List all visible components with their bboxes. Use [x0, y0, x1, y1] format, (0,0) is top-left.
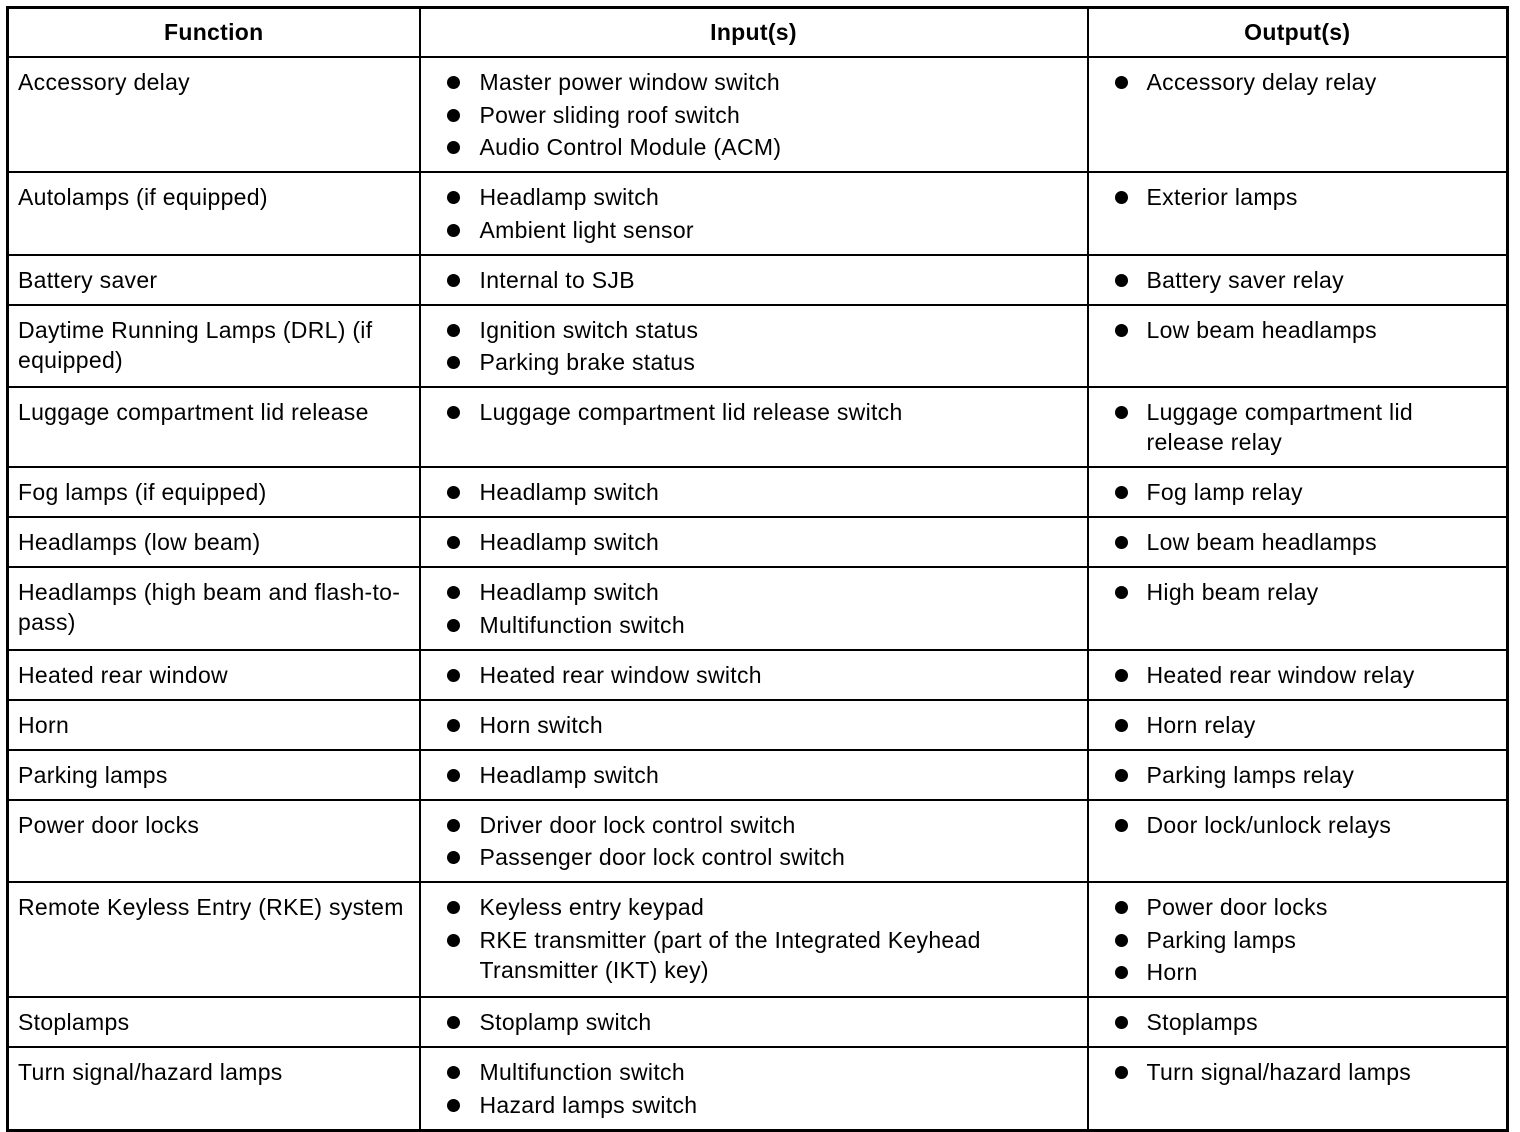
outputs-list — [1089, 660, 1497, 690]
bullet-icon — [1115, 769, 1128, 782]
bullet-icon — [1115, 1016, 1128, 1029]
outputs-list — [1089, 527, 1497, 557]
bullet-icon — [1115, 819, 1128, 832]
table-row — [8, 750, 1508, 800]
input-item-label: Master power window switch — [479, 69, 781, 95]
input-item — [421, 397, 1077, 427]
output-item-label: Fog lamp relay — [1146, 479, 1303, 505]
output-item-label: Door lock/unlock relays — [1146, 811, 1392, 838]
table-row — [8, 387, 1508, 467]
outputs-list — [1089, 760, 1497, 790]
function-cell: Stoplamps — [8, 997, 420, 1047]
inputs-list — [421, 67, 1077, 162]
inputs-cell — [420, 700, 1088, 750]
output-item — [1089, 810, 1497, 840]
outputs-list — [1089, 67, 1497, 97]
output-item — [1089, 1057, 1497, 1087]
output-item-label: Accessory delay relay — [1146, 69, 1377, 95]
inputs-list — [421, 315, 1077, 378]
bullet-icon — [447, 1066, 460, 1079]
bullet-icon — [1115, 536, 1128, 549]
input-item — [421, 710, 1077, 740]
input-item — [421, 265, 1077, 295]
output-item — [1089, 527, 1497, 557]
inputs-cell — [420, 387, 1088, 467]
input-item — [421, 100, 1077, 130]
inputs-cell — [420, 57, 1088, 172]
inputs-cell — [420, 517, 1088, 567]
inputs-list — [421, 810, 1077, 873]
inputs-list — [421, 397, 1077, 427]
table-row — [8, 57, 1508, 172]
function-cell: Horn — [8, 700, 420, 750]
input-item-label: Multifunction switch — [479, 611, 685, 638]
bullet-icon — [447, 619, 460, 632]
function-cell: Luggage compartment lid release — [8, 387, 420, 467]
output-item-label: Luggage compartment lid release relay — [1146, 399, 1413, 455]
function-cell: Turn signal/hazard lamps — [8, 1047, 420, 1130]
outputs-list — [1089, 477, 1497, 507]
bullet-icon — [447, 486, 460, 499]
bullet-icon — [447, 406, 460, 419]
output-item-label: Exterior lamps — [1146, 184, 1298, 210]
output-item — [1089, 1007, 1497, 1037]
input-item — [421, 182, 1077, 212]
outputs-list — [1089, 265, 1497, 295]
bullet-icon — [1115, 191, 1128, 204]
input-item — [421, 577, 1077, 607]
table-row — [8, 800, 1508, 883]
outputs-cell — [1088, 750, 1508, 800]
input-item — [421, 1007, 1077, 1037]
header-row — [8, 8, 1508, 58]
bullet-icon — [447, 586, 460, 599]
outputs-cell — [1088, 467, 1508, 517]
outputs-list — [1089, 315, 1497, 345]
outputs-cell — [1088, 255, 1508, 305]
input-item — [421, 1090, 1077, 1120]
function-cell: Power door locks — [8, 800, 420, 883]
header-outputs: Output(s) — [1088, 8, 1508, 58]
outputs-list — [1089, 1057, 1497, 1087]
input-item-label: Multifunction switch — [479, 1059, 685, 1085]
inputs-cell — [420, 467, 1088, 517]
outputs-cell — [1088, 517, 1508, 567]
function-cell: Remote Keyless Entry (RKE) system — [8, 882, 420, 997]
input-item-label: Headlamp switch — [479, 184, 660, 210]
inputs-cell — [420, 750, 1088, 800]
bullet-icon — [447, 356, 460, 369]
bullet-icon — [447, 1099, 460, 1112]
bullet-icon — [1115, 274, 1128, 287]
output-item — [1089, 892, 1497, 922]
input-item-label: Heated rear window switch — [479, 661, 762, 688]
input-item — [421, 67, 1077, 97]
input-item-label: Stoplamp switch — [479, 1009, 652, 1035]
input-item-label: Headlamp switch — [479, 479, 660, 505]
inputs-list — [421, 477, 1077, 507]
input-item-label: Ignition switch status — [479, 316, 699, 343]
output-item — [1089, 315, 1497, 345]
bullet-icon — [447, 1016, 460, 1029]
outputs-cell — [1088, 800, 1508, 883]
bullet-icon — [1115, 1066, 1128, 1079]
bullet-icon — [447, 536, 460, 549]
input-item-label: Headlamp switch — [479, 529, 660, 555]
input-item — [421, 810, 1077, 840]
header-inputs: Input(s) — [420, 8, 1088, 58]
output-item — [1089, 710, 1497, 740]
bullet-icon — [1115, 324, 1128, 337]
input-item-label: Parking brake status — [479, 349, 696, 375]
bullet-icon — [447, 901, 460, 914]
output-item-label: Horn relay — [1146, 711, 1256, 738]
inputs-list — [421, 182, 1077, 245]
inputs-cell — [420, 1047, 1088, 1130]
table-row — [8, 882, 1508, 997]
inputs-cell — [420, 172, 1088, 255]
function-cell: Battery saver — [8, 255, 420, 305]
input-item — [421, 215, 1077, 245]
function-cell: Headlamps (low beam) — [8, 517, 420, 567]
input-item — [421, 760, 1077, 790]
bullet-icon — [447, 109, 460, 122]
inputs-cell — [420, 567, 1088, 650]
bullet-icon — [447, 851, 460, 864]
output-item-label: Parking lamps — [1146, 926, 1297, 953]
bullet-icon — [447, 719, 460, 732]
input-item — [421, 527, 1077, 557]
outputs-list — [1089, 710, 1497, 740]
inputs-list — [421, 760, 1077, 790]
output-item-label: Heated rear window relay — [1146, 661, 1415, 688]
outputs-cell — [1088, 882, 1508, 997]
header-function: Function — [8, 8, 420, 58]
bullet-icon — [447, 324, 460, 337]
input-item-label: Audio Control Module (ACM) — [479, 134, 782, 160]
output-item-label: Low beam headlamps — [1146, 529, 1377, 555]
table-row — [8, 567, 1508, 650]
outputs-cell — [1088, 1047, 1508, 1130]
input-item-label: Horn switch — [479, 711, 603, 738]
input-item-label: Driver door lock control switch — [479, 811, 796, 838]
bullet-icon — [1115, 406, 1128, 419]
output-item — [1089, 925, 1497, 955]
outputs-list — [1089, 182, 1497, 212]
input-item-label: Headlamp switch — [479, 579, 660, 605]
bullet-icon — [1115, 76, 1128, 89]
output-item — [1089, 957, 1497, 987]
function-cell: Parking lamps — [8, 750, 420, 800]
table-row — [8, 467, 1508, 517]
bullet-icon — [447, 274, 460, 287]
bullet-icon — [1115, 901, 1128, 914]
input-item-label: Internal to SJB — [479, 266, 635, 293]
input-item-label: Headlamp switch — [479, 761, 660, 788]
function-table-container — [6, 6, 1506, 1132]
table-row — [8, 700, 1508, 750]
inputs-list — [421, 527, 1077, 557]
output-item-label: Parking lamps relay — [1146, 761, 1355, 788]
bullet-icon — [447, 76, 460, 89]
outputs-cell — [1088, 997, 1508, 1047]
bullet-icon — [447, 141, 460, 154]
outputs-cell — [1088, 172, 1508, 255]
input-item-label: Passenger door lock control switch — [479, 844, 846, 870]
bullet-icon — [447, 224, 460, 237]
function-cell: Fog lamps (if equipped) — [8, 467, 420, 517]
input-item — [421, 347, 1077, 377]
function-cell: Autolamps (if equipped) — [8, 172, 420, 255]
output-item-label: Low beam headlamps — [1146, 316, 1377, 343]
output-item-label: Power door locks — [1146, 894, 1328, 920]
output-item-label: Stoplamps — [1146, 1009, 1258, 1035]
inputs-list — [421, 577, 1077, 640]
bullet-icon — [1115, 934, 1128, 947]
inputs-list — [421, 892, 1077, 985]
outputs-list — [1089, 397, 1497, 457]
outputs-list — [1089, 1007, 1497, 1037]
output-item — [1089, 660, 1497, 690]
inputs-cell — [420, 650, 1088, 700]
inputs-list — [421, 710, 1077, 740]
input-item-label: Power sliding roof switch — [479, 101, 741, 128]
inputs-list — [421, 1007, 1077, 1037]
outputs-cell — [1088, 305, 1508, 388]
output-item — [1089, 577, 1497, 607]
output-item — [1089, 477, 1497, 507]
outputs-cell — [1088, 700, 1508, 750]
bullet-icon — [447, 769, 460, 782]
function-cell: Headlamps (high beam and flash-to-pass) — [8, 567, 420, 650]
bullet-icon — [1115, 586, 1128, 599]
inputs-cell — [420, 305, 1088, 388]
outputs-cell — [1088, 387, 1508, 467]
input-item-label: Ambient light sensor — [479, 216, 694, 243]
input-item-label: Keyless entry keypad — [479, 894, 705, 920]
inputs-cell — [420, 997, 1088, 1047]
inputs-cell — [420, 882, 1088, 997]
table-row — [8, 997, 1508, 1047]
outputs-list — [1089, 892, 1497, 987]
outputs-list — [1089, 577, 1497, 607]
output-item-label: High beam relay — [1146, 579, 1319, 605]
table-row — [8, 1047, 1508, 1130]
input-item — [421, 842, 1077, 872]
input-item — [421, 132, 1077, 162]
bullet-icon — [447, 819, 460, 832]
output-item — [1089, 397, 1497, 457]
output-item — [1089, 760, 1497, 790]
table-row — [8, 517, 1508, 567]
inputs-list — [421, 660, 1077, 690]
input-item — [421, 1057, 1077, 1087]
bullet-icon — [1115, 486, 1128, 499]
input-item — [421, 892, 1077, 922]
input-item — [421, 610, 1077, 640]
bullet-icon — [1115, 966, 1128, 979]
inputs-cell — [420, 800, 1088, 883]
inputs-cell — [420, 255, 1088, 305]
table-body — [8, 57, 1508, 1130]
table-row — [8, 650, 1508, 700]
input-item — [421, 660, 1077, 690]
output-item-label: Horn — [1146, 959, 1198, 985]
inputs-list — [421, 1057, 1077, 1120]
input-item — [421, 477, 1077, 507]
output-item — [1089, 67, 1497, 97]
outputs-list — [1089, 810, 1497, 840]
outputs-cell — [1088, 57, 1508, 172]
table-row — [8, 172, 1508, 255]
bullet-icon — [447, 934, 460, 947]
bullet-icon — [1115, 669, 1128, 682]
output-item-label: Battery saver relay — [1146, 266, 1344, 293]
output-item — [1089, 265, 1497, 295]
output-item-label: Turn signal/hazard lamps — [1146, 1059, 1412, 1085]
input-item — [421, 315, 1077, 345]
input-item-label: Hazard lamps switch — [479, 1091, 698, 1118]
table-row — [8, 255, 1508, 305]
function-cell: Daytime Running Lamps (DRL) (if equipped) — [8, 305, 420, 388]
input-item — [421, 925, 1077, 985]
output-item — [1089, 182, 1497, 212]
table-header — [8, 8, 1508, 58]
input-item-label: RKE transmitter (part of the Integrated Keyhead Transmitter (IKT) key) — [479, 926, 981, 983]
outputs-cell — [1088, 567, 1508, 650]
table-row — [8, 305, 1508, 388]
input-item-label: Luggage compartment lid release switch — [479, 399, 903, 425]
inputs-list — [421, 265, 1077, 295]
function-cell: Heated rear window — [8, 650, 420, 700]
bullet-icon — [1115, 719, 1128, 732]
outputs-cell — [1088, 650, 1508, 700]
bullet-icon — [447, 669, 460, 682]
function-input-output-table — [6, 6, 1509, 1132]
bullet-icon — [447, 191, 460, 204]
function-cell: Accessory delay — [8, 57, 420, 172]
